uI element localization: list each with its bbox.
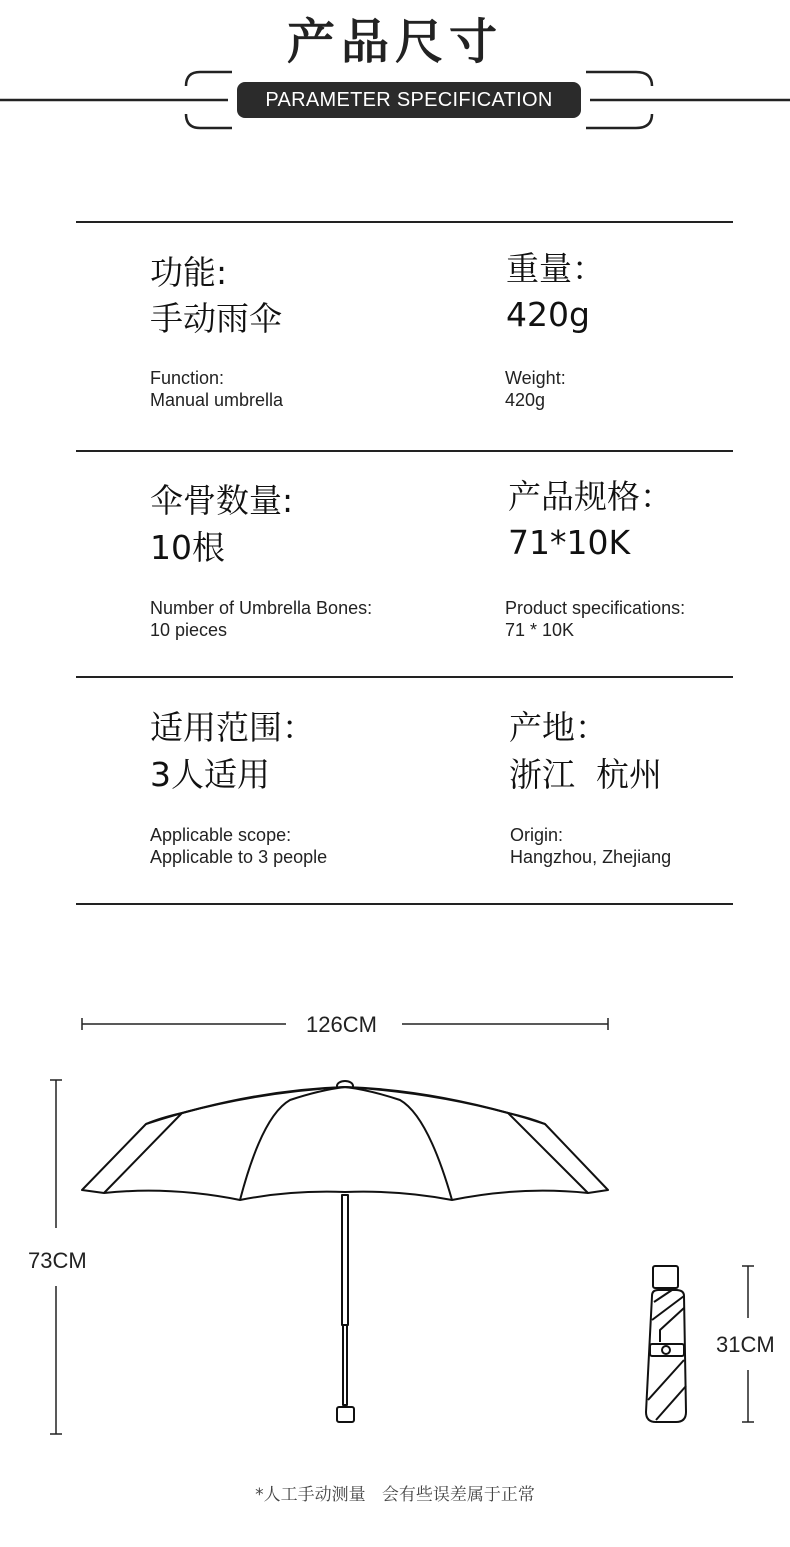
subtitle-badge: PARAMETER SPECIFICATION	[237, 82, 581, 118]
function-value-en: Manual umbrella	[150, 390, 284, 410]
divider	[76, 450, 733, 452]
folded-umbrella-icon	[646, 1266, 686, 1422]
measurement-note: *人工手动测量 会有些误差属于正常	[255, 1485, 535, 1505]
function-label: 功能:	[150, 253, 228, 292]
divider	[76, 676, 733, 678]
umbrella-diagram	[0, 990, 790, 1460]
ribs-value: 10根	[150, 528, 225, 567]
ribs-value-en: 10 pieces	[150, 620, 228, 640]
weight-label: 重量：	[506, 249, 605, 288]
origin-value: 浙江 杭州	[509, 755, 662, 794]
open-umbrella-icon	[82, 1081, 608, 1422]
ribs-label-en: Number of Umbrella Bones:	[150, 598, 373, 618]
weight-value-en: 420g	[505, 390, 546, 410]
weight-value: 420g	[506, 295, 590, 334]
scope-value: 3人适用	[150, 755, 270, 794]
ribs-label: 伞骨数量:	[150, 481, 294, 520]
divider	[76, 903, 733, 905]
function-label-en: Function:	[150, 368, 225, 388]
origin-value-en: Hangzhou, Zhejiang	[510, 847, 672, 867]
spec-label: 产品规格：	[508, 477, 673, 516]
spec-value: 71*10K	[508, 523, 631, 562]
scope-value-en: Applicable to 3 people	[150, 847, 328, 867]
origin-label: 产地：	[509, 708, 608, 747]
open-width-label: 126CM	[306, 1012, 377, 1037]
scope-label-en: Applicable scope:	[150, 825, 292, 845]
page-title: 产品尺寸	[286, 14, 503, 70]
scope-label: 适用范围：	[150, 708, 315, 747]
weight-label-en: Weight:	[505, 368, 566, 388]
spec-label-en: Product specifications:	[505, 598, 686, 618]
function-value: 手动雨伞	[150, 299, 282, 338]
divider	[76, 221, 733, 223]
origin-label-en: Origin:	[510, 825, 564, 845]
folded-length-label: 31CM	[716, 1332, 775, 1357]
spec-value-en: 71 * 10K	[505, 620, 575, 640]
open-height-label: 73CM	[28, 1248, 87, 1273]
